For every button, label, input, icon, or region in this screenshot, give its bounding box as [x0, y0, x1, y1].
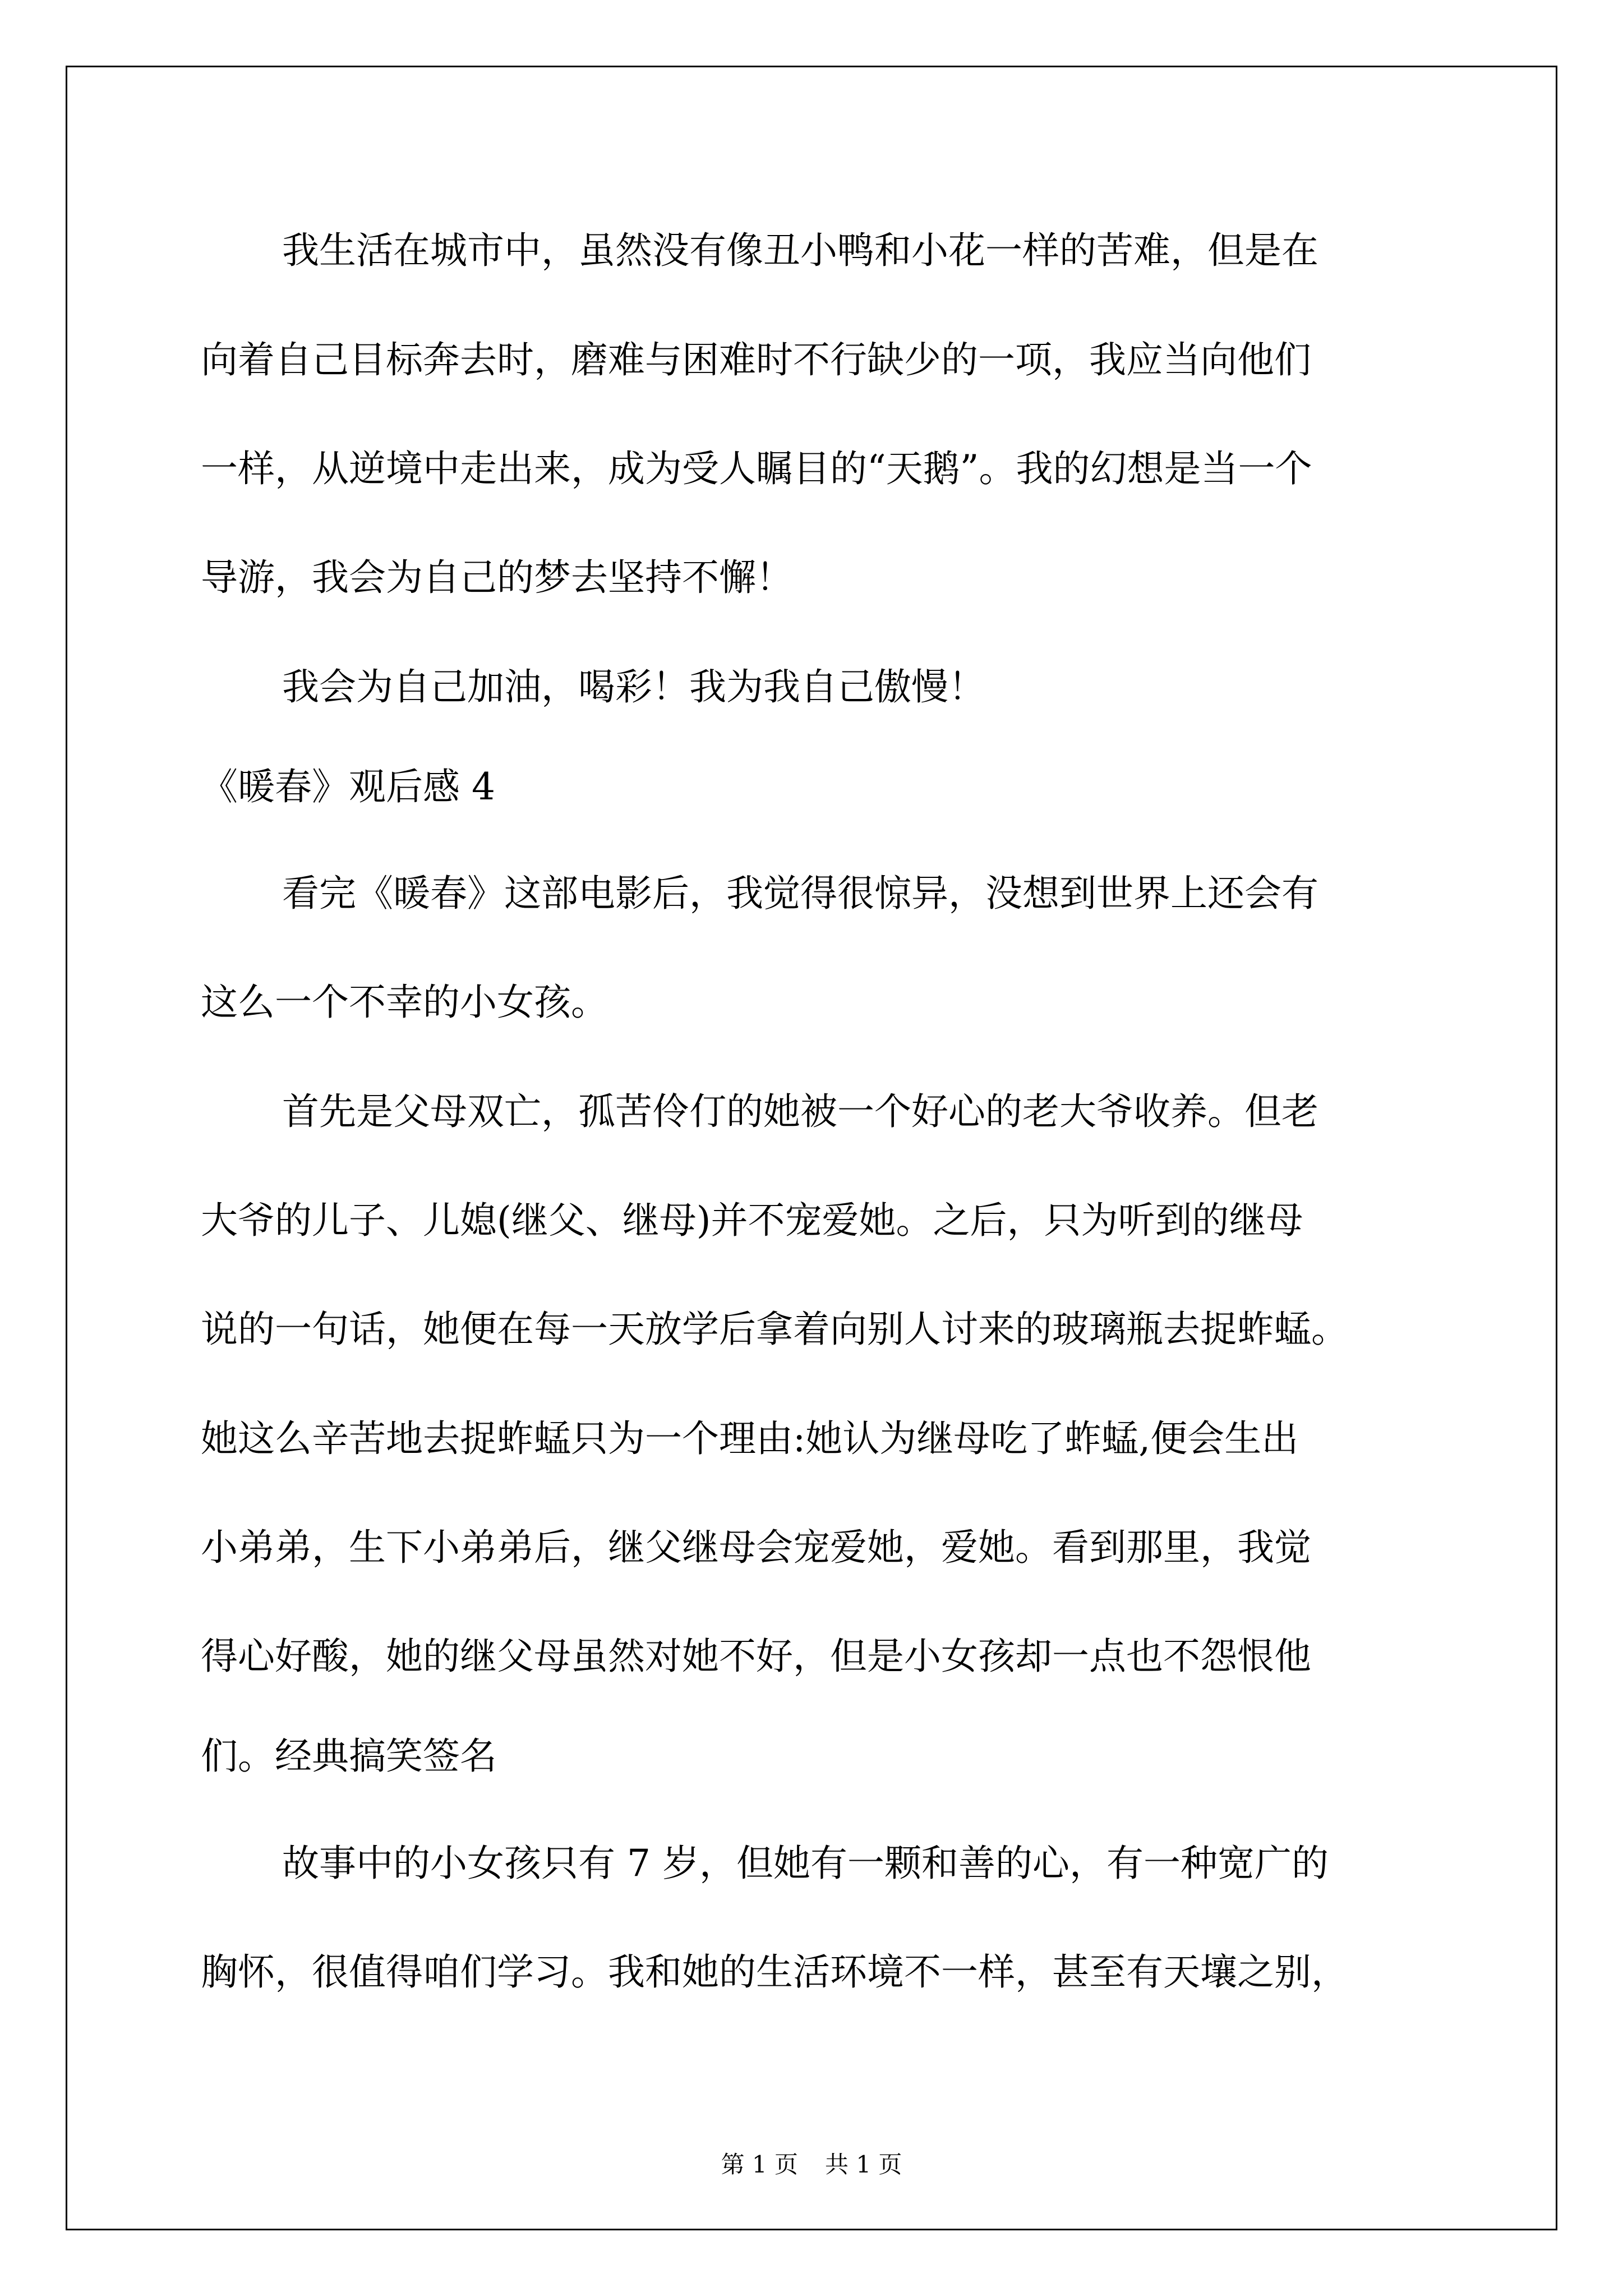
page-footer: [0, 2153, 1623, 2177]
text-line: 大爷的儿子、儿媳(继父、继母)并不宠爱她。之后，只为听到的继母: [201, 1199, 1303, 1242]
page-border: [66, 66, 1557, 2230]
text-line: 小弟弟，生下小弟弟后，继父继母会宠爱她，爱她。看到那里，我觉: [201, 1526, 1311, 1569]
text-line: 我生活在城市中，虽然没有像丑小鸭和小花一样的苦难，但是在: [282, 229, 1318, 272]
text-line: 胸怀，很值得咱们学习。我和她的生活环境不一样，甚至有天壤之别，: [201, 1950, 1348, 1994]
text-line: 们。经典搞笑签名: [201, 1734, 497, 1778]
text-line: 首先是父母双亡，孤苦伶仃的她被一个好心的老大爷收养。但老: [282, 1090, 1318, 1133]
text-line: 导游，我会为自己的梦去坚持不懈！: [201, 556, 793, 599]
text-line: 看完《暖春》这部电影后，我觉得很惊异，没想到世界上还会有: [282, 872, 1318, 915]
page-total: 共 1 页: [825, 2151, 902, 2178]
page-number: 第 1 页: [721, 2151, 798, 2178]
text-line: 故事中的小女孩只有 7 岁，但她有一颗和善的心，有一种宽广的: [282, 1842, 1329, 1885]
text-line: 得心好酸，她的继父母虽然对她不好，但是小女孩却一点也不怨恨他: [201, 1635, 1311, 1678]
text-line: 说的一句话，她便在每一天放学后拿着向别人讨来的玻璃瓶去捉蚱蜢。: [201, 1308, 1348, 1351]
text-line: 这么一个不幸的小女孩。: [201, 981, 608, 1024]
section-heading: 《暖春》观后感 4: [201, 765, 495, 808]
text-line: 她这么辛苦地去捉蚱蜢只为一个理由:她认为继母吃了蚱蜢,便会生出: [201, 1417, 1299, 1460]
text-line: 向着自己目标奔去时，磨难与困难时不行缺少的一项，我应当向他们: [201, 338, 1311, 381]
text-line: 我会为自己加油，喝彩！我为我自己傲慢！: [282, 665, 985, 708]
text-line: 一样，从逆境中走出来，成为受人瞩目的“天鹅”。我的幻想是当一个: [201, 447, 1312, 490]
